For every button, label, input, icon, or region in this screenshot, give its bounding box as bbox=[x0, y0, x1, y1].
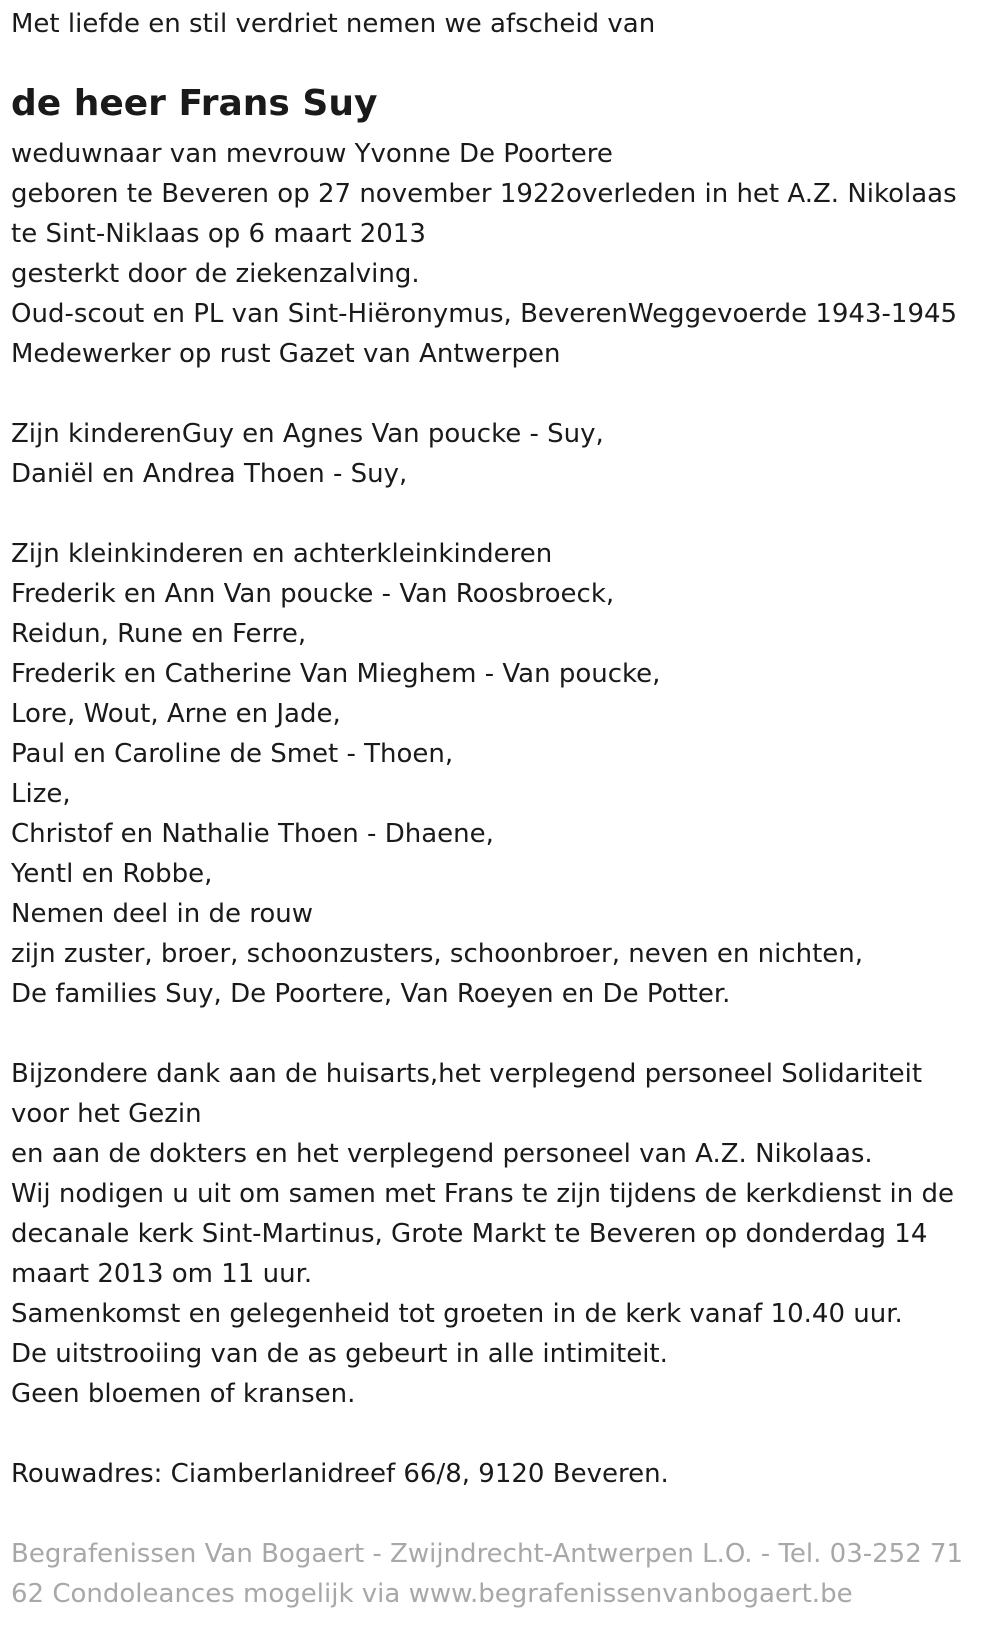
invitation-text: Wij nodigen u uit om samen met Frans te zijn tijdens de kerkdienst in de decanale kerk Sint-Martinus, Grote Markt te Beveren op donderdag 14 maart 2013 om 11 uur. bbox=[11, 1179, 954, 1289]
bio-line: weduwnaar van mevrouw Yvonne De Poortere bbox=[11, 139, 613, 169]
grandchildren-block bbox=[11, 534, 989, 1014]
spacer bbox=[11, 374, 989, 414]
detail-line: De uitstrooiing van de as gebeurt in alle intimiteit. bbox=[11, 1339, 668, 1369]
thanks-line: Bijzondere dank aan de huisarts,het verplegend personeel Solidariteit bbox=[11, 1059, 923, 1089]
family-line: De families Suy, De Poortere, Van Roeyen en De Potter. bbox=[11, 979, 731, 1009]
family-line: Paul en Caroline de Smet - Thoen, bbox=[11, 739, 454, 769]
family-line: Yentl en Robbe, bbox=[11, 859, 213, 889]
children-line: Daniël en Andrea Thoen - Suy, bbox=[11, 459, 408, 489]
bio-line: Medewerker op rust Gazet van Antwerpen bbox=[11, 339, 561, 369]
family-line: Frederik en Catherine Van Mieghem - Van poucke, bbox=[11, 659, 661, 689]
thanks-line: en aan de dokters en het verplegend personeel van A.Z. Nikolaas. bbox=[11, 1139, 873, 1169]
detail-line: Samenkomst en gelegenheid tot groeten in de kerk vanaf 10.40 uur. bbox=[11, 1299, 903, 1329]
deceased-name: de heer Frans Suy bbox=[11, 83, 378, 124]
spacer bbox=[11, 494, 989, 534]
family-line: Zijn kleinkinderen en achterkleinkinderen bbox=[11, 539, 553, 569]
bio-line: te Sint-Niklaas op 6 maart 2013 bbox=[11, 219, 426, 249]
detail-line: Geen bloemen of kransen. bbox=[11, 1379, 356, 1409]
funeral-home-footer: Begrafenissen Van Bogaert - Zwijndrecht-Antwerpen L.O. - Tel. 03-252 71 62 Condoleances mogelijk via www.begrafenissenvanbogaert.be bbox=[11, 1539, 964, 1609]
children-line: Zijn kinderenGuy en Agnes Van poucke - Suy, bbox=[11, 419, 604, 449]
thanks-line: voor het Gezin bbox=[11, 1099, 202, 1129]
bio-line: Oud-scout en PL van Sint-Hiëronymus, BeverenWeggevoerde 1943-1945 bbox=[11, 299, 958, 329]
family-line: Reidun, Rune en Ferre, bbox=[11, 619, 307, 649]
thanks-block bbox=[11, 1054, 989, 1414]
bio-line: geboren te Beveren op 27 november 1922overleden in het A.Z. Nikolaas bbox=[11, 179, 957, 209]
spacer bbox=[11, 1414, 989, 1454]
family-line: Lize, bbox=[11, 779, 71, 809]
children-block bbox=[11, 414, 989, 494]
family-line: Frederik en Ann Van poucke - Van Roosbroeck, bbox=[11, 579, 615, 609]
family-line: Christof en Nathalie Thoen - Dhaene, bbox=[11, 819, 494, 849]
intro-text: Met liefde en stil verdriet nemen we afscheid van bbox=[11, 9, 656, 39]
mourning-address: Rouwadres: Ciamberlanidreef 66/8, 9120 Beveren. bbox=[11, 1459, 669, 1489]
spacer bbox=[11, 1014, 989, 1054]
family-line: Nemen deel in de rouw bbox=[11, 899, 313, 929]
family-line: Lore, Wout, Arne en Jade, bbox=[11, 699, 341, 729]
bio-block bbox=[11, 134, 989, 374]
family-line: zijn zuster, broer, schoonzusters, schoonbroer, neven en nichten, bbox=[11, 939, 864, 969]
bio-line: gesterkt door de ziekenzalving. bbox=[11, 259, 420, 289]
